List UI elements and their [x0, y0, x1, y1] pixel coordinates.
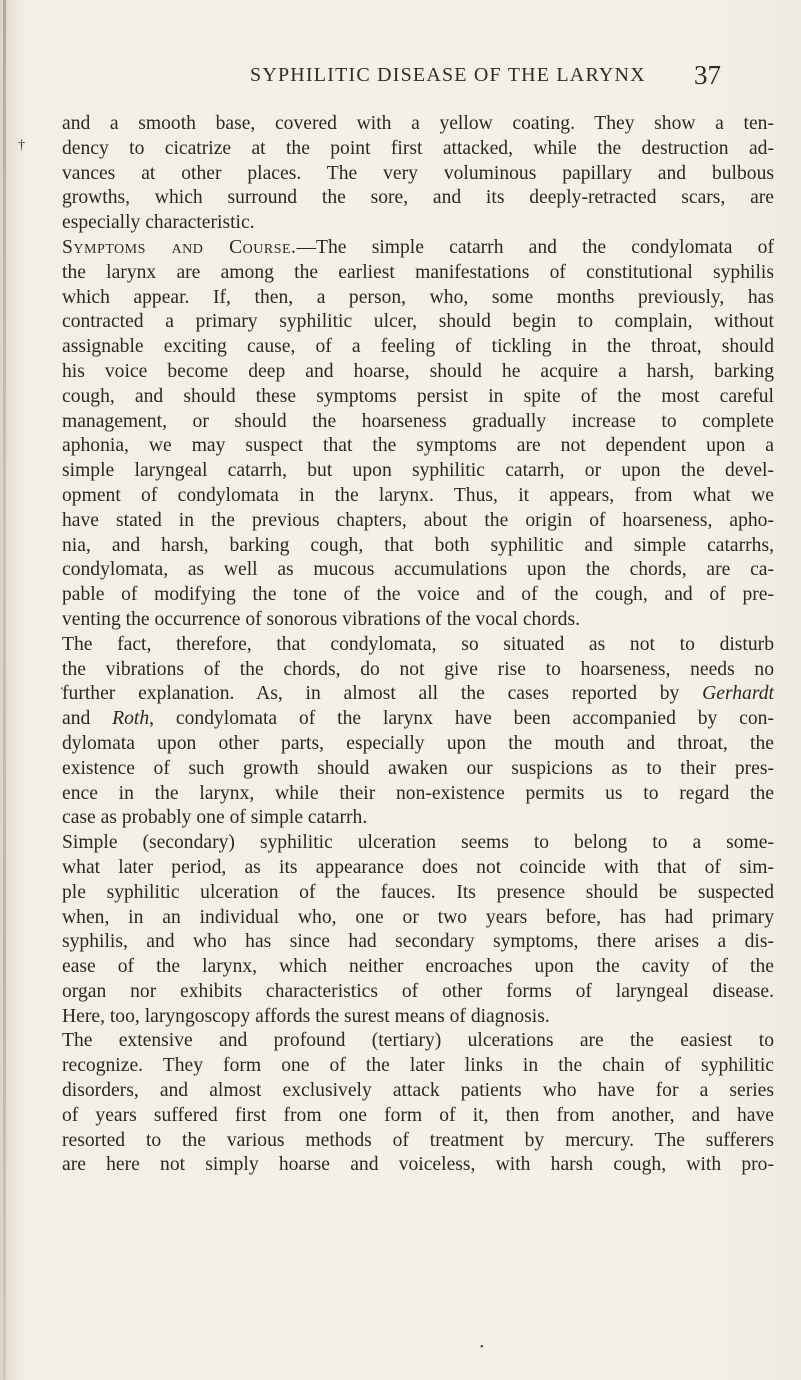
- text-fragment: and: [62, 708, 113, 730]
- body-text: [62, 112, 774, 1178]
- bottom-speck: •: [480, 1342, 484, 1353]
- text-line: dylomata upon other parts, especially upon the mouth and throat, the: [62, 732, 774, 754]
- text-line: Here, too, laryngoscopy affords the surest means of diagnosis.: [62, 1005, 550, 1027]
- text-line: vances at other places. The very voluminous papillary and bulbous: [62, 162, 774, 184]
- text-line: venting the occurrence of sonorous vibrations of the vocal chords.: [62, 608, 580, 630]
- text-line: which appear. If, then, a person, who, some months previously, has: [62, 286, 774, 308]
- text-line: are here not simply hoarse and voiceless, with harsh cough, with pro-: [62, 1154, 774, 1176]
- margin-mark: †: [18, 138, 25, 153]
- text-line: pable of modifying the tone of the voice and of the cough, and of pre-: [62, 584, 774, 606]
- text-line: syphilis, and who has since had secondary symptoms, there arises a dis-: [62, 931, 774, 953]
- text-line: simple laryngeal catarrh, but upon syphilitic catarrh, or upon the devel-: [62, 460, 774, 482]
- text-line: recognize. They form one of the later links in the chain of syphilitic: [62, 1055, 774, 1077]
- binding-gutter: [3, 0, 6, 1380]
- text-line: ple syphilitic ulceration of the fauces. Its presence should be suspected: [62, 881, 774, 903]
- text-line: his voice become deep and hoarse, should he acquire a harsh, barking: [62, 360, 774, 382]
- text-line: aphonia, we may suspect that the symptoms are not dependent upon a: [62, 435, 774, 457]
- text-line: cough, and should these symptoms persist in spite of the most careful: [62, 385, 774, 407]
- text-line: what later period, as its appearance does not coincide with that of sim-: [62, 856, 774, 878]
- text-line: Simple (secondary) syphilitic ulceration seems to belong to a some-: [62, 832, 774, 854]
- page-header: [0, 60, 801, 100]
- margin-dot: .: [60, 678, 64, 693]
- text-fragment: further explanation. As, in almost all the cases reported by: [62, 683, 703, 705]
- text-line: when, in an individual who, one or two years before, has had primary: [62, 906, 774, 928]
- text-line: opment of condylomata in the larynx. Thus, it appears, from what we: [62, 484, 774, 506]
- text-line: growths, which surround the sore, and its deeply-retracted scars, are: [62, 187, 774, 209]
- text-line: disorders, and almost exclusively attack patients who have for a series: [62, 1080, 774, 1102]
- author-roth: Roth: [112, 708, 150, 730]
- section-heading: Symptoms and Course.: [62, 236, 297, 258]
- text-line-authors: [62, 707, 774, 732]
- text-line: dency to cicatrize at the point first attacked, while the destruction ad-: [62, 137, 774, 159]
- text-fragment: , condylomata of the larynx have been accompanied by con-: [149, 708, 774, 730]
- text-line: the vibrations of the chords, do not give rise to hoarseness, needs no: [62, 658, 774, 680]
- text-line: assignable exciting cause, of a feeling of tickling in the throat, should: [62, 336, 774, 358]
- text-line: condylomata, as well as mucous accumulations upon the chords, are ca-: [62, 559, 774, 581]
- text-line: existence of such growth should awaken our suspicions as to their pres-: [62, 757, 774, 779]
- text-line: case as probably one of simple catarrh.: [62, 807, 368, 829]
- text-line: The fact, therefore, that condylomata, so situated as not to disturb: [62, 633, 774, 655]
- text-line: organ nor exhibits characteristics of other forms of laryngeal disease.: [62, 980, 774, 1002]
- section-heading-line: [62, 236, 774, 261]
- section-heading-rest: —The simple catarrh and the condylomata of: [296, 236, 774, 258]
- text-line: the larynx are among the earliest manifestations of constitutional syphilis: [62, 261, 774, 283]
- page-number: 37: [694, 60, 721, 90]
- text-line: of years suffered first from one form of it, then from another, and have: [62, 1104, 774, 1126]
- text-line: The extensive and profound (tertiary) ulcerations are the easiest to: [62, 1030, 774, 1052]
- text-line: especially characteristic.: [62, 212, 255, 234]
- text-line: have stated in the previous chapters, about the origin of hoarseness, apho-: [62, 509, 774, 531]
- text-line: resorted to the various methods of treatment by mercury. The sufferers: [62, 1129, 774, 1151]
- text-line: ease of the larynx, which neither encroaches upon the cavity of the: [62, 956, 774, 978]
- text-line: contracted a primary syphilitic ulcer, should begin to complain, without: [62, 311, 774, 333]
- text-line: nia, and harsh, barking cough, that both syphilitic and simple catarrhs,: [62, 534, 774, 556]
- text-line: and a smooth base, covered with a yellow coating. They show a ten-: [62, 113, 774, 134]
- text-line-authors: [62, 682, 774, 707]
- running-head: SYPHILITIC DISEASE OF THE LARYNX: [250, 64, 646, 86]
- author-gerhardt: Gerhardt: [702, 683, 774, 705]
- text-line: ence in the larynx, while their non-existence permits us to regard the: [62, 782, 774, 804]
- text-line: management, or should the hoarseness gradually increase to complete: [62, 410, 774, 432]
